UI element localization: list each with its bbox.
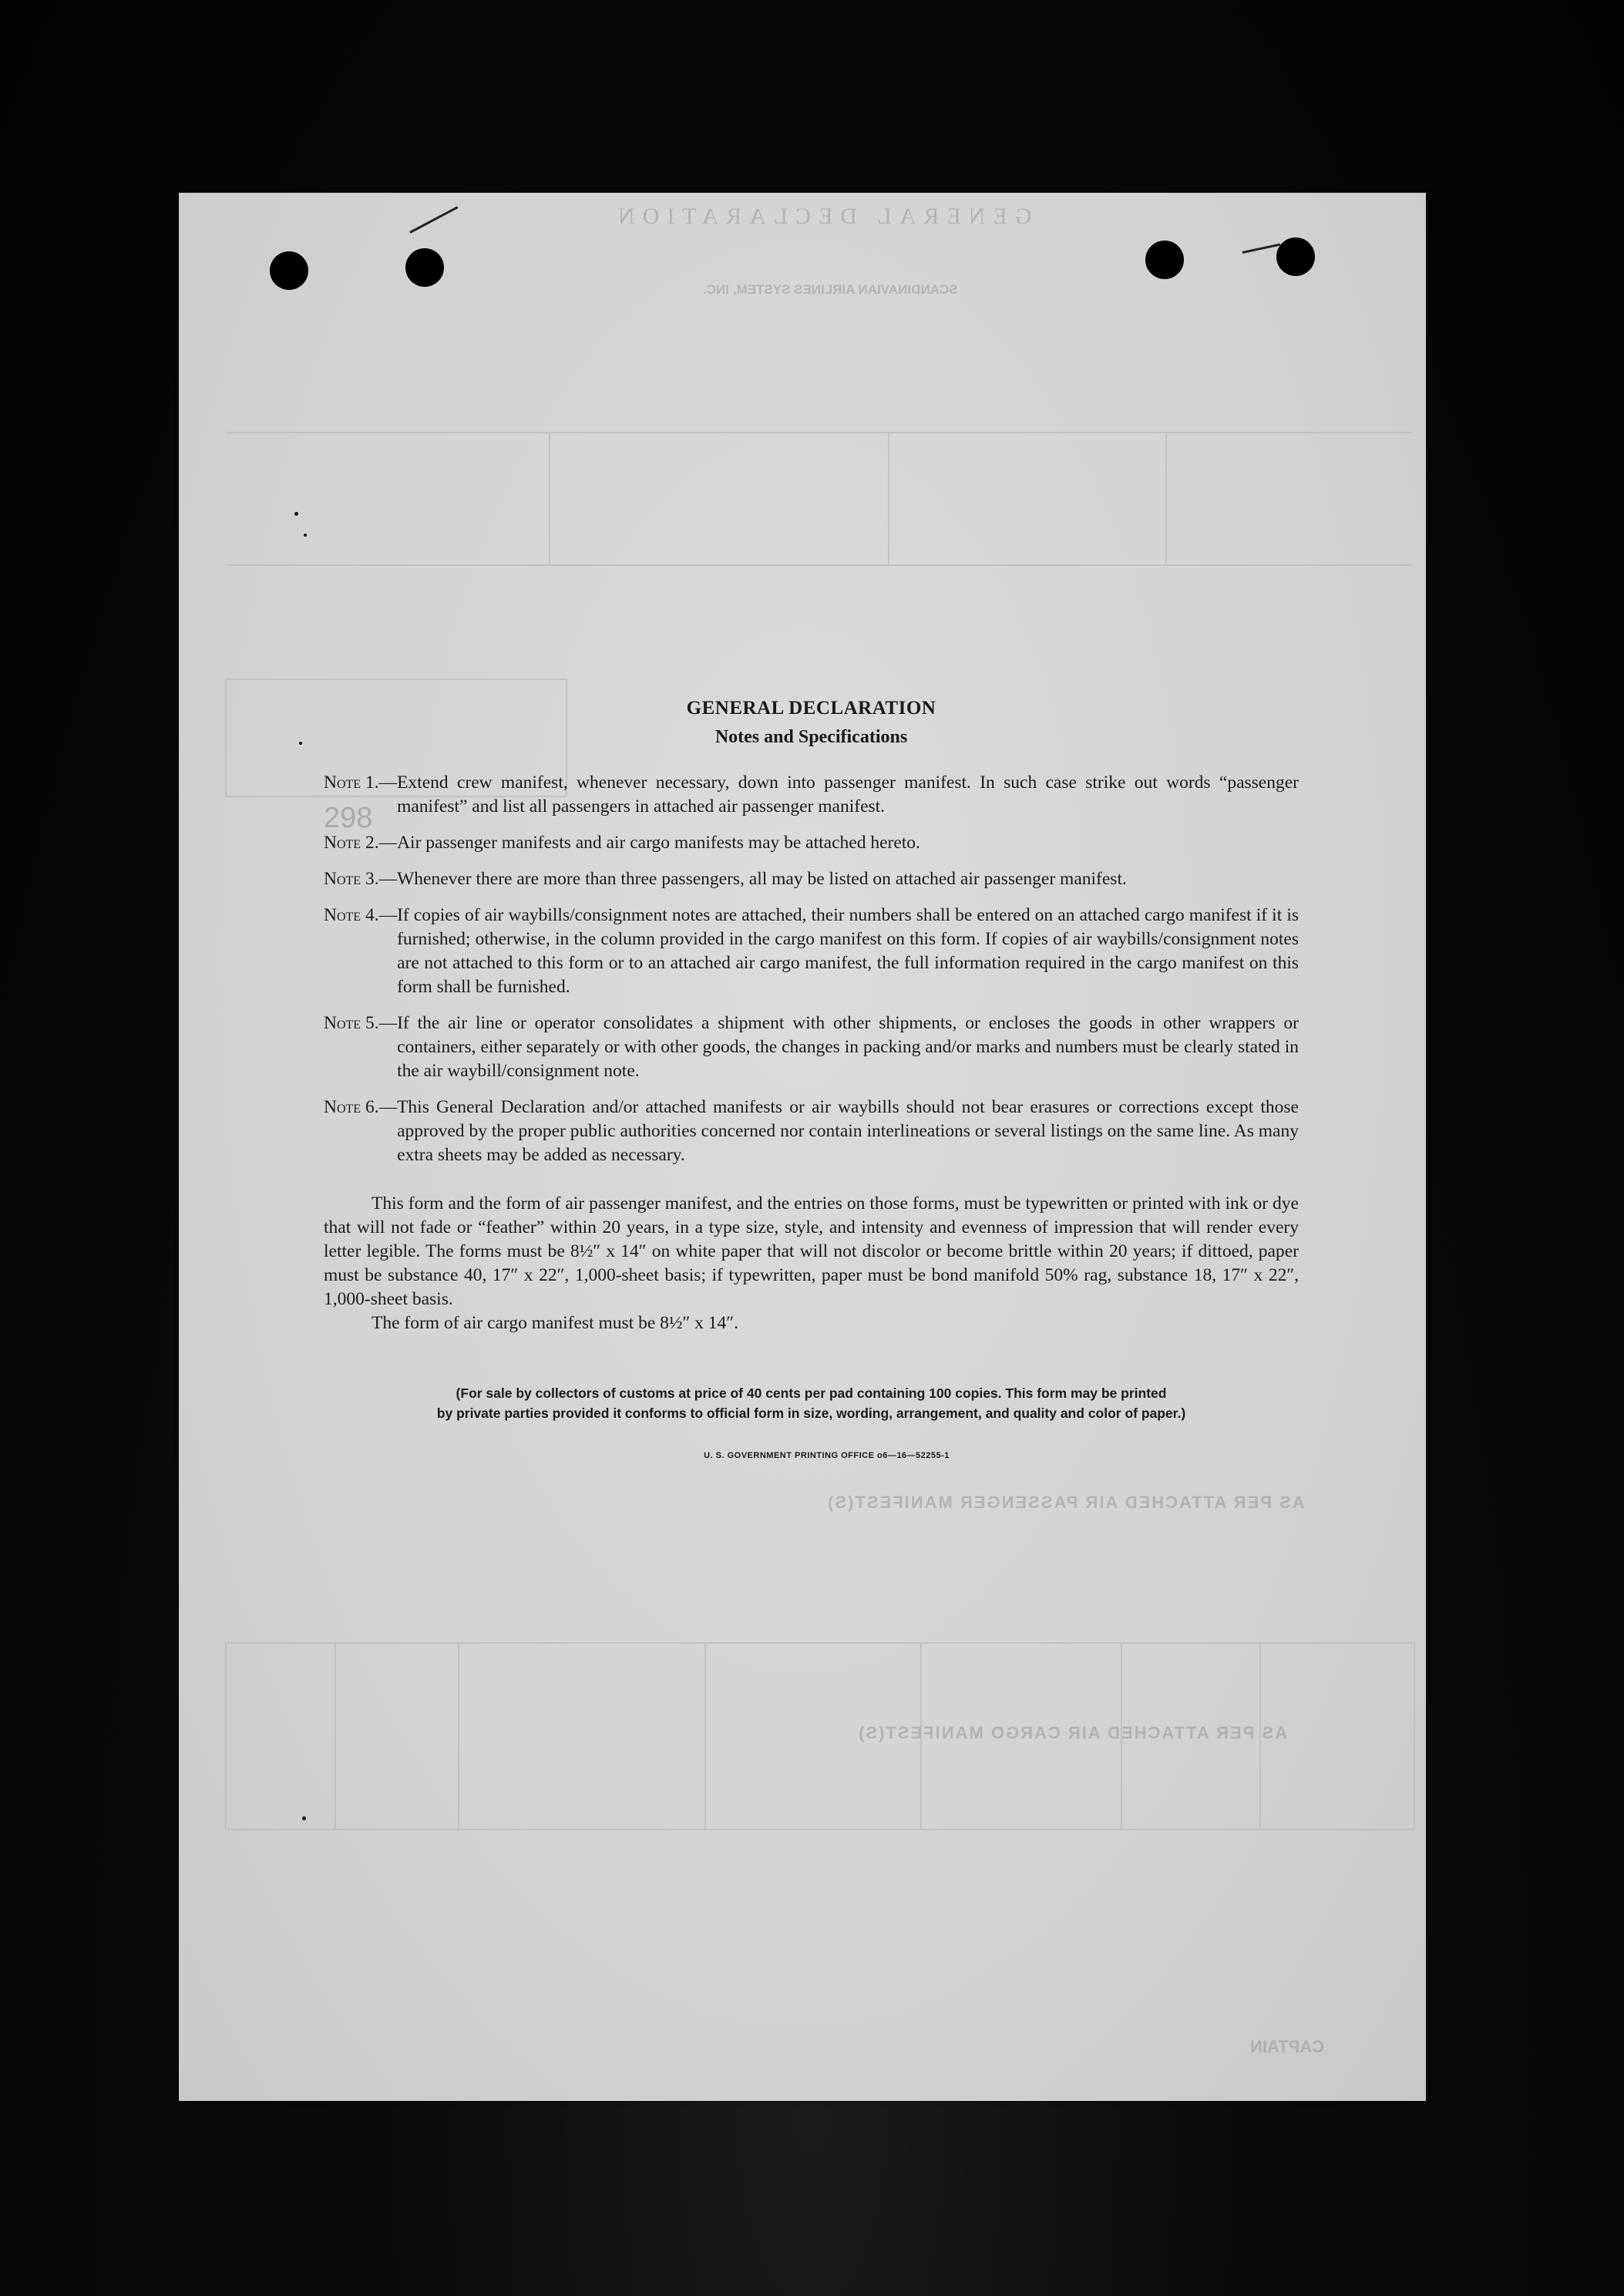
- form-specifications-paragraph: This form and the form of air passenger manifest, and the entries on those forms, must be typewritten or printed with ink or dye that will not fade or “feather” within 20 years, in a type size, style, and intensity and evenness of impression that will render every letter legible. The forms must be 8½″ x 14″ on white paper that will not discolor or become brittle within 20 years; if dittoed, paper must be substance 40, 17″ x 22″, 1,000-sheet basis; if typewritten, paper must be bond manifold 50% rag, substance 18, 17″ x 22″, 1,000-sheet basis.: [324, 1193, 1299, 1309]
- bleed-cargo-manifest: AS PER ATTACHED AIR CARGO MANIFEST(S): [857, 1723, 1287, 1742]
- cargo-manifest-size-line: The form of air cargo manifest must be 8½″ x 14″.: [372, 1313, 738, 1333]
- speck: [294, 512, 298, 516]
- punch-hole-right-1: [1145, 241, 1184, 279]
- note-label-num: 4.—: [361, 905, 398, 925]
- note-5: [324, 1012, 1299, 1083]
- bleed-crew-table: [225, 432, 1412, 566]
- bleed-operator: SCANDINAVIAN AIRLINES SYSTEM, INC.: [703, 282, 958, 297]
- note-2: [324, 831, 1299, 855]
- speck: [299, 742, 302, 745]
- bleed-captain: CAPTAIN: [1250, 2037, 1325, 2056]
- note-label-word: Note: [324, 773, 361, 793]
- note-label-num: 6.—: [361, 1097, 398, 1117]
- bleed-number: 298: [324, 802, 373, 834]
- note-text: Extend crew manifest, whenever necessary, down into passenger manifest. In such case strike out words “passenger manifest” and list all passengers in attached air passenger manifest.: [397, 773, 1299, 816]
- note-text: If the air line or operator consolidates a shipment with other shipments, or encloses the goods in other wrappers or containers, either separately or with other goods, the changes in packing and/or marks and numbers must be clearly stated in the air waybill/consignment note.: [397, 1013, 1299, 1081]
- note-text: Air passenger manifests and air cargo manifests may be attached hereto.: [397, 833, 920, 853]
- declaration-notes: [324, 698, 1299, 1460]
- printing-office-imprint: U. S. GOVERNMENT PRINTING OFFICE o6—16—52255-1: [704, 1451, 950, 1460]
- note-6: [324, 1096, 1299, 1167]
- note-1: [324, 771, 1299, 819]
- note-label-num: 1.—: [361, 773, 398, 793]
- note-text: If copies of air waybills/consignment notes are attached, their numbers shall be entered on an attached cargo manifest if it is furnished; otherwise, in the column provided in the cargo manifest on this form. If copies of air waybills/consignment notes are not attached to this form or to an attached air cargo manifest, the full information required in the cargo manifest on this form shall be furnished.: [397, 905, 1299, 997]
- note-text: Whenever there are more than three passengers, all may be listed on attached air passenger manifest.: [397, 869, 1127, 889]
- punch-hole-right-2: [1276, 237, 1315, 276]
- note-label-num: 3.—: [361, 869, 398, 889]
- bleed-cargo-table: [225, 1642, 1415, 1830]
- pen-mark: [1242, 244, 1281, 254]
- note-4: [324, 904, 1299, 999]
- pen-mark: [409, 206, 458, 234]
- bleed-passenger-manifest: AS PER ATTACHED AIR PASSENGER MANIFEST(S): [826, 1493, 1305, 1512]
- note-label-num: 2.—: [361, 833, 398, 853]
- punch-hole-left-1: [270, 251, 308, 290]
- speck: [304, 534, 307, 537]
- note-3: [324, 867, 1299, 891]
- page-subtitle: Notes and Specifications: [714, 727, 908, 747]
- note-text: This General Declaration and/or attached manifests or air waybills should not bear erasures or corrections except those approved by the proper public authorities concerned nor contain interlineations or several listings on the same line. As many extra sheets may be added as necessary.: [397, 1097, 1299, 1165]
- sale-notice-line-1: (For sale by collectors of customs at price of 40 cents per pad containing 100 copies. This form may be printed: [456, 1385, 1167, 1401]
- speck: [302, 1816, 306, 1820]
- bleed-header: GENERAL DECLARATION: [610, 204, 1032, 229]
- note-label-word: Note: [324, 833, 361, 853]
- sale-notice: [324, 1383, 1299, 1423]
- note-label-word: Note: [324, 869, 361, 889]
- note-label-word: Note: [324, 905, 361, 925]
- note-label-num: 5.—: [361, 1013, 398, 1033]
- note-label-word: Note: [324, 1097, 361, 1117]
- punch-hole-left-2: [405, 248, 444, 287]
- sale-notice-line-2: by private parties provided it conforms to official form in size, wording, arrangement, and quality and color of paper.): [436, 1406, 1186, 1421]
- page-title: GENERAL DECLARATION: [686, 698, 936, 719]
- note-label-word: Note: [324, 1013, 361, 1033]
